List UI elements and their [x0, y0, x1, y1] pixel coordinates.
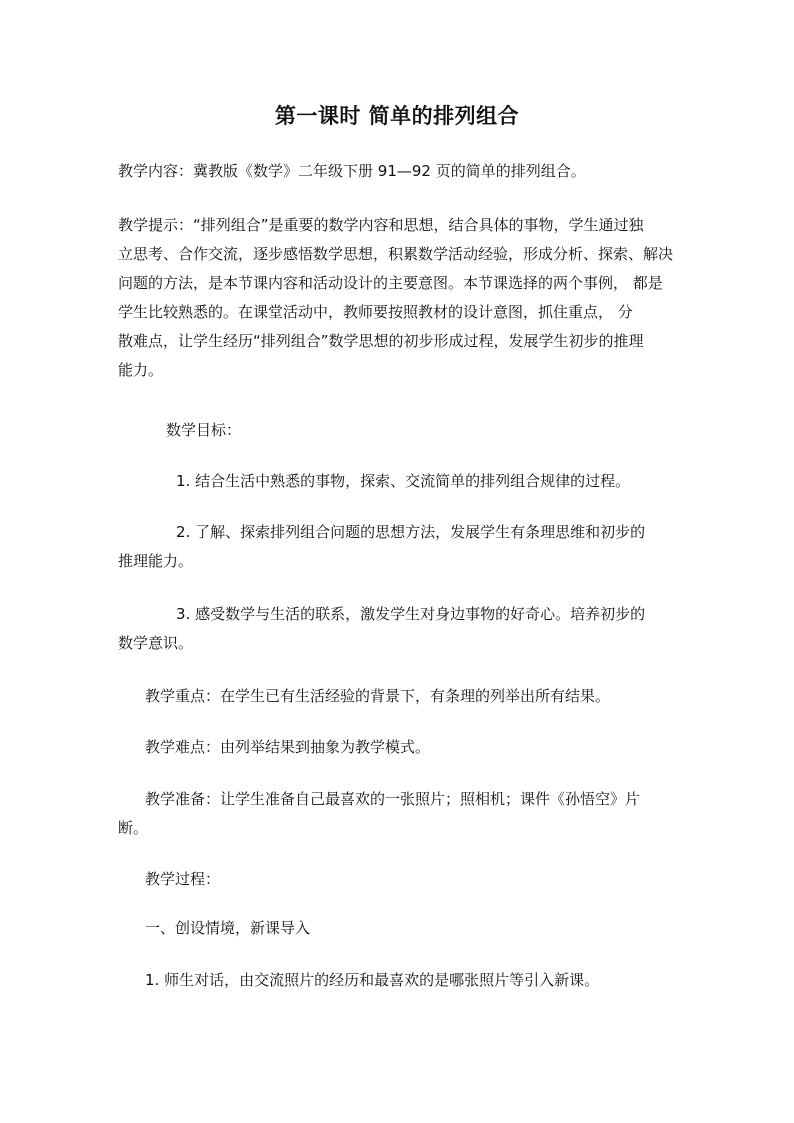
content-line: 教学内容：冀教版《数学》二年级下册 91—92 页的简单的排列组合。 [118, 162, 586, 180]
goal-2-line-1: 2. 了解、探索排列组合问题的思想方法，发展学生有条理思维和初步的 [176, 523, 646, 541]
preparation-line-1: 教学准备：让学生准备自己最喜欢的一张照片；照相机；课件《孙悟空》片 [145, 790, 641, 808]
goal-1: 1. 结合生活中熟悉的事物，探索、交流简单的排列组合规律的过程。 [176, 472, 631, 490]
tips-line: 能力。 [118, 361, 164, 379]
tips-line: 问题的方法，是本节课内容和活动设计的主要意图。本节课选择的两个事例， 都是 [118, 274, 663, 292]
step-1: 1. 师生对话，由交流照片的经历和最喜欢的是哪张照片等引入新课。 [145, 971, 600, 989]
difficulty: 教学难点：由列举结果到抽象为教学模式。 [145, 738, 431, 756]
tips-line: 教学提示：“排列组合”是重要的数学内容和思想，结合具体的事物，学生通过独 [118, 216, 644, 234]
goals-heading: 数学目标： [166, 421, 242, 439]
section-1-heading: 一、创设情境，新课导入 [145, 919, 311, 937]
key-point: 教学重点：在学生已有生活经验的背景下，有条理的列举出所有结果。 [145, 687, 611, 705]
goal-2-line-2: 推理能力。 [118, 552, 194, 570]
preparation-line-2: 断。 [118, 819, 149, 837]
process-heading: 教学过程： [145, 870, 221, 888]
goal-3-line-2: 数学意识。 [118, 634, 194, 652]
goal-3-line-1: 3. 感受数学与生活的联系，激发学生对身边事物的好奇心。培养初步的 [176, 605, 646, 623]
tips-line: 学生比较熟悉的。在课堂活动中，教师要按照教材的设计意图，抓住重点， 分 [118, 303, 633, 321]
lesson-title: 第一课时 简单的排列组合 [274, 104, 520, 128]
tips-line: 立思考、合作交流，逐步感悟数学思想，积累数学活动经验，形成分析、探索、解决 [118, 245, 674, 263]
tips-line: 散难点，让学生经历“排列组合”数学思想的初步形成过程，发展学生初步的推理 [118, 332, 644, 350]
